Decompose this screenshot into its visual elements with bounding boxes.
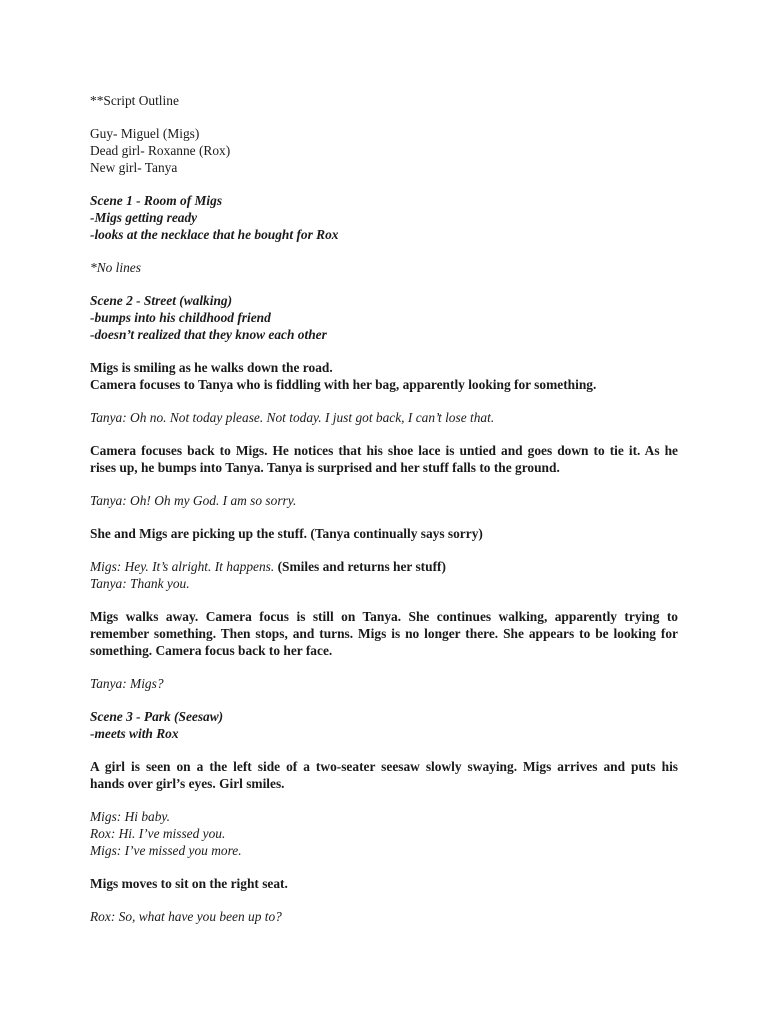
dialogue-line: Migs: I’ve missed you more. [90,842,242,858]
action-line: Migs walks away. Camera focus is still on Tanya. She continues walking, apparently trying to [90,609,678,625]
scene-2-header [90,293,678,343]
scene-note: -meets with Rox [90,726,179,741]
action-line: rises up, he bumps into Tanya. Tanya is surprised and her stuff falls to the ground. [90,459,560,475]
scene-note: -doesn’t realized that they know each other [90,326,327,342]
dialogue-block [90,410,678,427]
dialogue-block [90,809,678,859]
dialogue-line: Tanya: Oh! Oh my God. I am so sorry. [90,492,297,508]
dialogue-line: Rox: So, what have you been up to? [90,909,282,925]
action-line: hands over girl’s eyes. Girl smiles. [90,775,285,791]
dialogue-line: Migs: Hi baby. [90,809,170,825]
action-line: something. Camera focus back to her face. [90,642,333,658]
action-line: Camera focuses back to Migs. He notices that his shoe lace is untied and goes down to tie it. As he [90,442,678,458]
dialogue-line: Migs: Hey. It’s alright. It happens. [90,559,275,575]
dialogue-block [90,559,678,593]
action-block [90,609,678,659]
stage-direction: (Smiles and returns her stuff) [277,559,446,575]
dialogue-mixed-line [90,559,678,576]
action-block [90,759,678,793]
action-block [90,443,678,477]
dialogue-block [90,909,678,926]
action-line: Migs is smiling as he walks down the road. [90,359,333,375]
dialogue-line: Tanya: Oh no. Not today please. Not today. I just got back, I can’t lose that. [90,409,495,425]
no-lines-note: *No lines [90,259,141,275]
dialogue-line: Tanya: Thank you. [90,576,190,592]
cast-item: New girl- Tanya [90,159,178,175]
scene-note: -looks at the necklace that he bought for Rox [90,226,339,242]
action-block [90,876,678,893]
scene-3-header [90,709,678,743]
action-block [90,360,678,394]
document-title: **Script Outline [90,93,179,108]
cast-list [90,126,678,176]
scene-heading: Scene 1 - Room of Migs [90,192,223,208]
dialogue-line: Rox: Hi. I’ve missed you. [90,825,226,841]
cast-item: Dead girl- Roxanne (Rox) [90,142,231,158]
scene-heading: Scene 3 - Park (Seesaw) [90,709,224,725]
script-page [90,93,678,942]
title-block [90,93,678,110]
dialogue-block [90,676,678,693]
scene-1-no-lines [90,260,678,277]
dialogue-line: Tanya: Migs? [90,676,164,692]
action-line: She and Migs are picking up the stuff. (Tanya continually says sorry) [90,526,483,542]
action-line: A girl is seen on a the left side of a two-seater seesaw slowly swaying. Migs arrives and puts his [90,759,678,775]
scene-1-header [90,193,678,243]
scene-note: -Migs getting ready [90,209,198,225]
action-line: Camera focuses to Tanya who is fiddling with her bag, apparently looking for something. [90,376,597,392]
scene-heading: Scene 2 - Street (walking) [90,292,233,308]
action-line: Migs moves to sit on the right seat. [90,875,288,891]
action-block [90,526,678,543]
action-line: remember something. Then stops, and turns. Migs is no longer there. She appears to be looking for [90,626,678,642]
dialogue-block [90,493,678,510]
cast-item: Guy- Miguel (Migs) [90,126,200,142]
scene-note: -bumps into his childhood friend [90,309,271,325]
